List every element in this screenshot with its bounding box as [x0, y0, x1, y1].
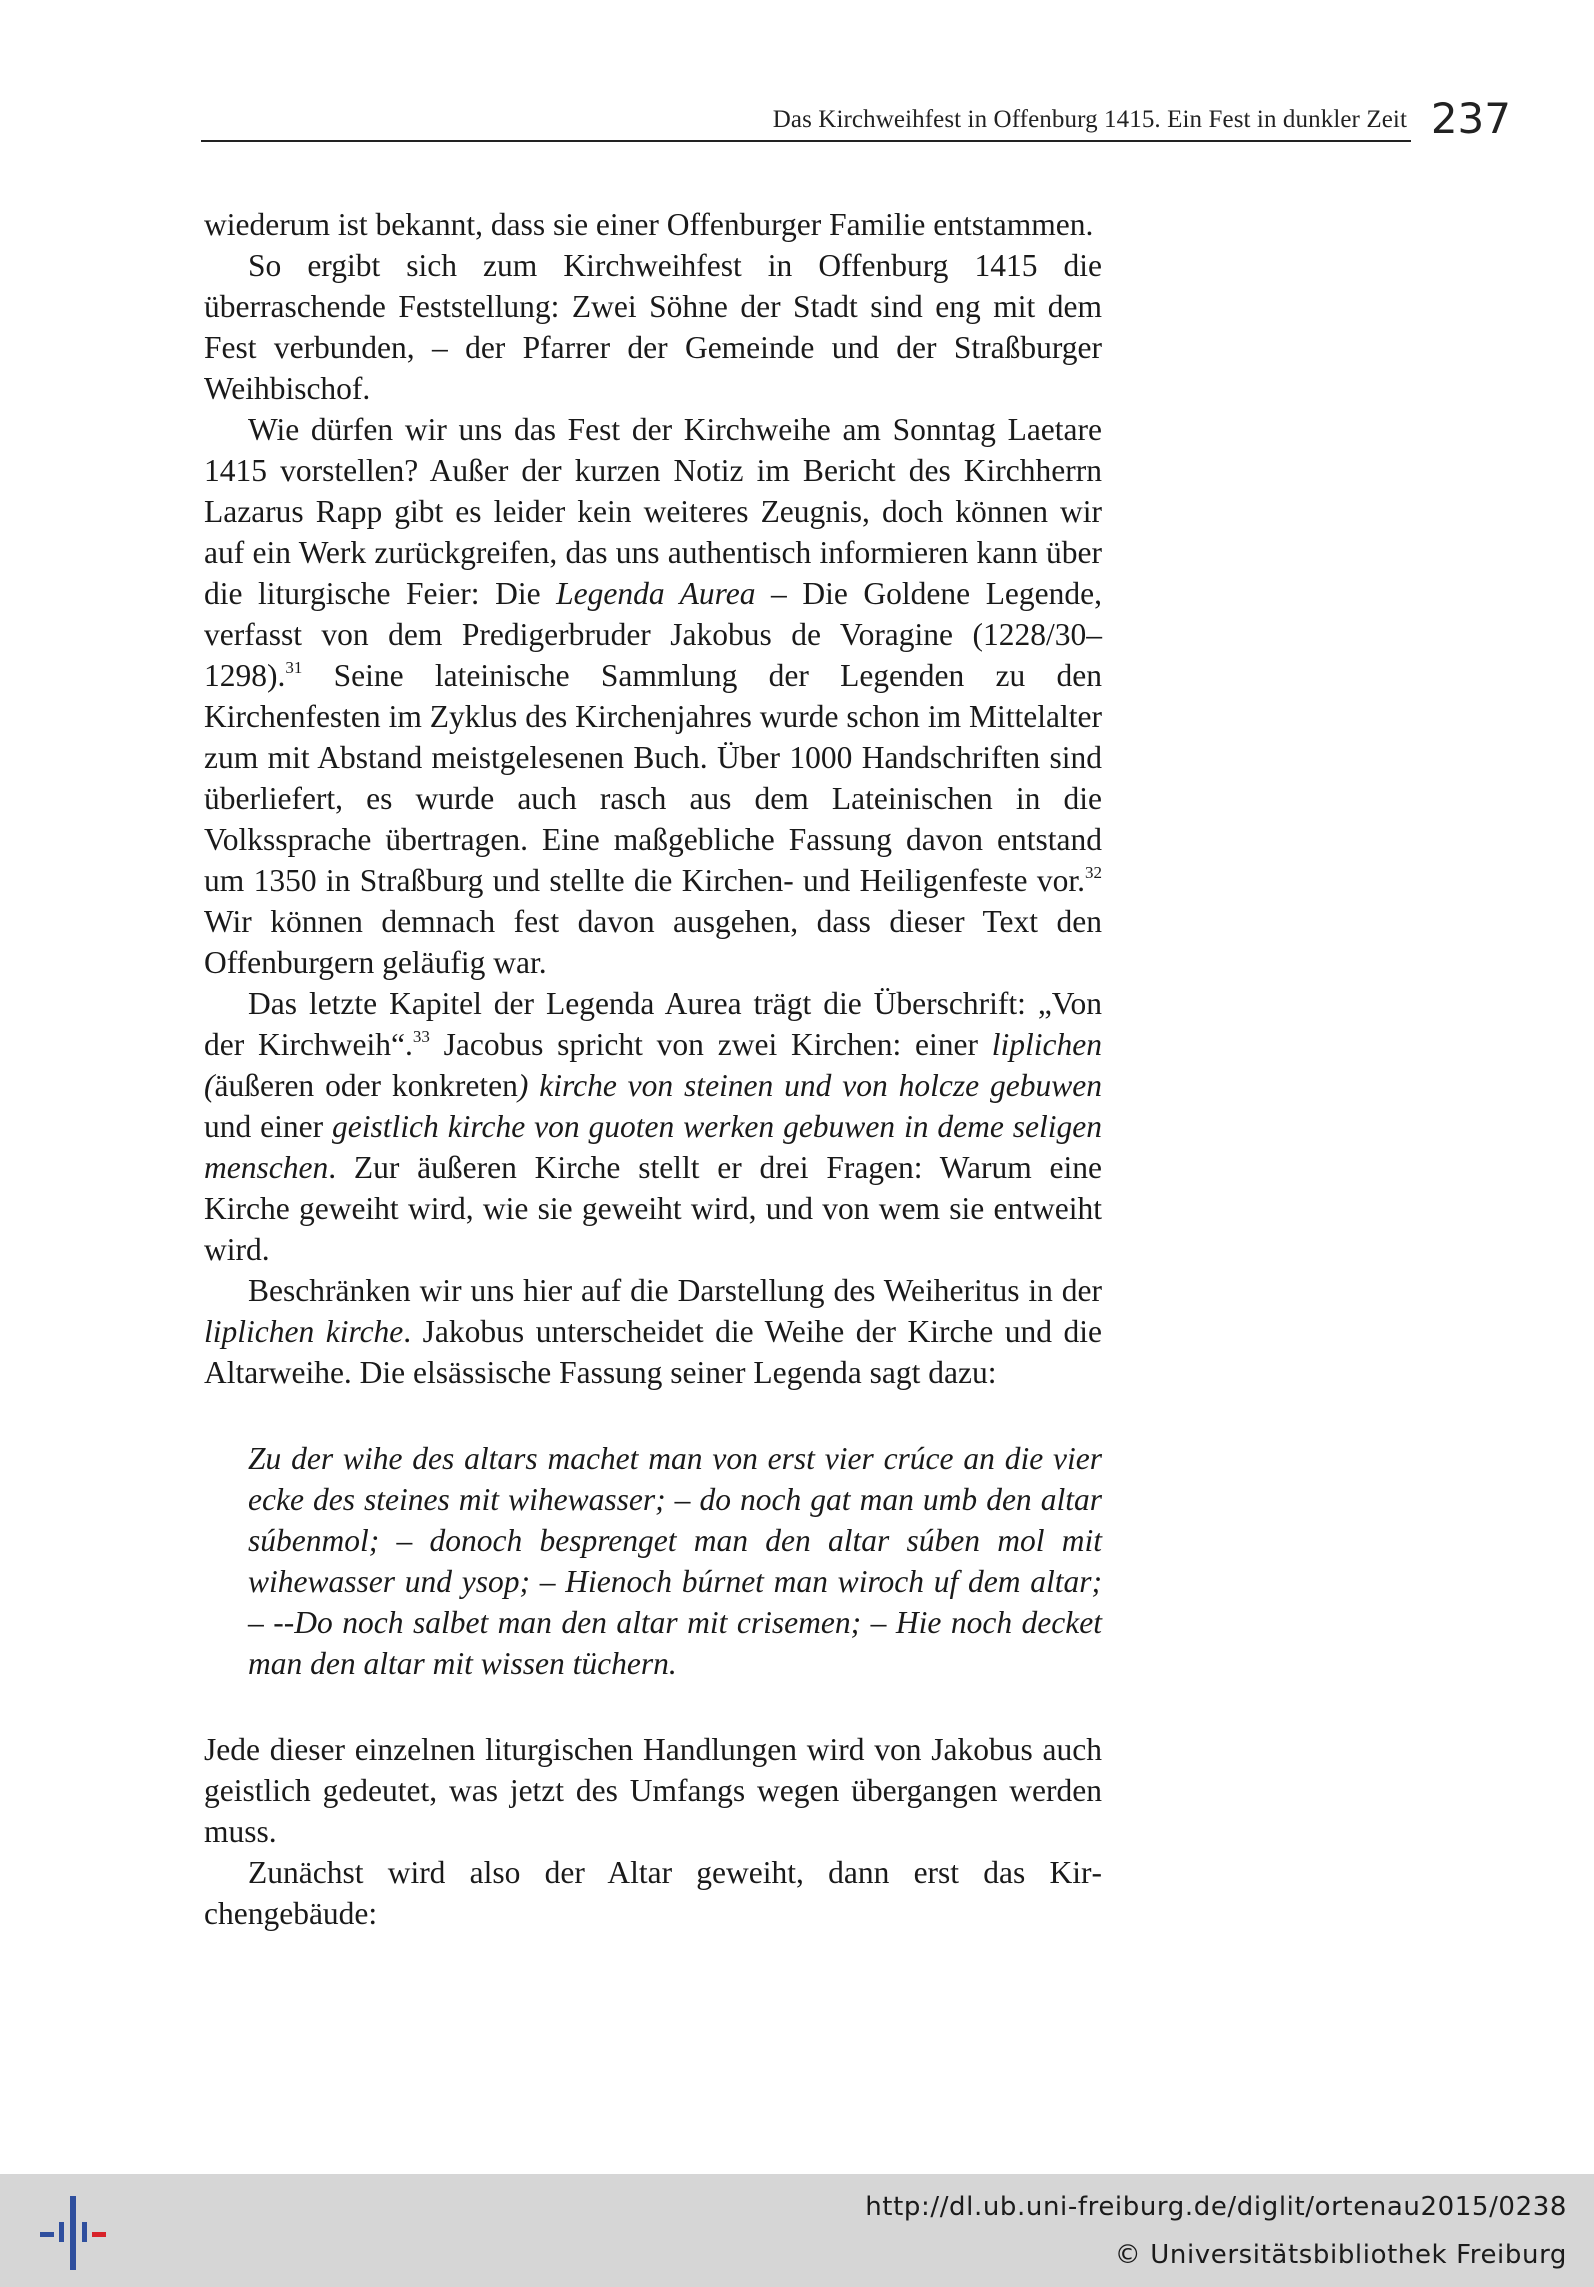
footnote-ref-32[interactable]: 32 — [1085, 862, 1102, 882]
running-title: Das Kirchweihfest in Offenburg 1415. Ein Fest in dunkler Zeit — [772, 106, 1407, 133]
paragraph-4: Das letzte Kapitel der Legenda Aurea trägt die Überschrift: „Von der Kirchweih“.$^{33}$ Jacobus spricht von zwei Kirchen: einer liplichen (äußeren oder konkreten) kirche von steinen und von holcze gebuwen und einer geistlich kirche von guoten werken gebuwen in deme seligen menschen. Zur äußeren Kirche stellt er drei Fragen: Warum eine Kirche geweiht wird, wie sie geweiht wird, und von wem sie entweiht wird. — [204, 986, 1102, 1267]
paragraph-3: Wie dürfen wir uns das Fest der Kirchweihe am Sonntag Laetare 1415 vorstellen? Außer der kurzen Notiz im Bericht des Kirchherrn Lazarus Rapp gibt es leider kein weiteres Zeugnis, doch können wir auf ein Werk zurückgreifen, das uns authentisch informieren kann über die liturgische Feier: Die Legenda Aurea – Die Goldene Legende, verfasst von dem Predigerbruder Jakobus de Voragine (1228/30–1298).$^{31}$ Seine lateinische Sammlung der Legenden zu den Kirchenfesten im Zyklus des Kirchenjahres wurde schon im Mittelalter zum mit Abstand meistgelesenen Buch. Über 1000 Handschriften sind überliefert, es wurde auch rasch aus dem Lateinischen in die Volkssprache übertragen. Eine maßgebliche Fassung davon entstand um 1350 in Straßburg und stellte die Kirchen- und Heiligenfeste vor.$^{32}$ Wir können demnach fest davon ausgehen, dass dieser Text den Offenburgern geläufig war. — [204, 412, 1102, 980]
paragraph-6: Jede dieser einzelnen liturgischen Handlungen wird von Jakobus auch geistlich gedeutet, was jetzt des Umfangs wegen übergangen werden muss. — [204, 1732, 1102, 1849]
library-footer — [0, 2174, 1594, 2287]
page-number: 237 — [1430, 94, 1511, 143]
block-quote: Zu der wihe des altars machet man von erst vier crúce an die vier ecke des steines mit wihewasser; – do noch gat man umb den altar súbenmol; – donoch besprenget man den altar súben mol mit wihewasser und ysop; – Hienoch búrnet man wiroch uf dem altar; – --Do noch salbet man den altar mit crisemen; – Hie noch decket man den altar mit wissen tüchern. — [248, 1441, 1102, 1681]
quoted-term: ) kirche von steinen und von holcze gebuwen — [517, 1068, 1102, 1103]
footnote-ref-31[interactable]: 31 — [285, 657, 303, 677]
ub-freiburg-logo-icon — [40, 2192, 110, 2272]
header-rule — [201, 140, 1411, 142]
copyright-notice: © Universitätsbibliothek Freiburg — [1114, 2240, 1567, 2270]
quoted-term: geistlich kirche von guoten werken gebuwen in deme seligen menschen — [204, 1109, 1102, 1185]
quoted-term: liplichen ( — [204, 1027, 1102, 1103]
main-text — [204, 204, 1102, 1934]
work-title: Legenda Aurea — [556, 576, 756, 611]
paragraph-5: Beschränken wir uns hier auf die Darstellung des Weiheritus in der liplichen kirche. Jakobus unterscheidet die Weihe der Kirche und die Altarweihe. Die elsässische Fassung seiner Legenda sagt dazu: — [204, 1273, 1102, 1390]
paragraph-1: wiederum ist bekannt, dass sie einer Offenburger Familie entstammen. — [204, 207, 1094, 242]
permalink-url[interactable]: http://dl.ub.uni-freiburg.de/diglit/ortenau2015/0238 — [865, 2192, 1567, 2222]
ub-freiburg-logo-icon — [40, 2192, 110, 2272]
paragraph-7: Zunächst wird also der Altar geweiht, dann erst das Kirchengebäude: — [204, 1855, 1102, 1931]
paragraph-2: So ergibt sich zum Kirchweihfest in Offenburg 1415 die überraschende Feststellung: Zwei Söhne der Stadt sind eng mit dem Fest verbunden, – der Pfarrer der Gemeinde und der Straßburger Weihbischof. — [204, 248, 1102, 406]
quoted-term: liplichen kirche — [204, 1314, 404, 1349]
footnote-ref-33[interactable]: 33 — [412, 1026, 430, 1046]
running-header — [201, 94, 1511, 146]
